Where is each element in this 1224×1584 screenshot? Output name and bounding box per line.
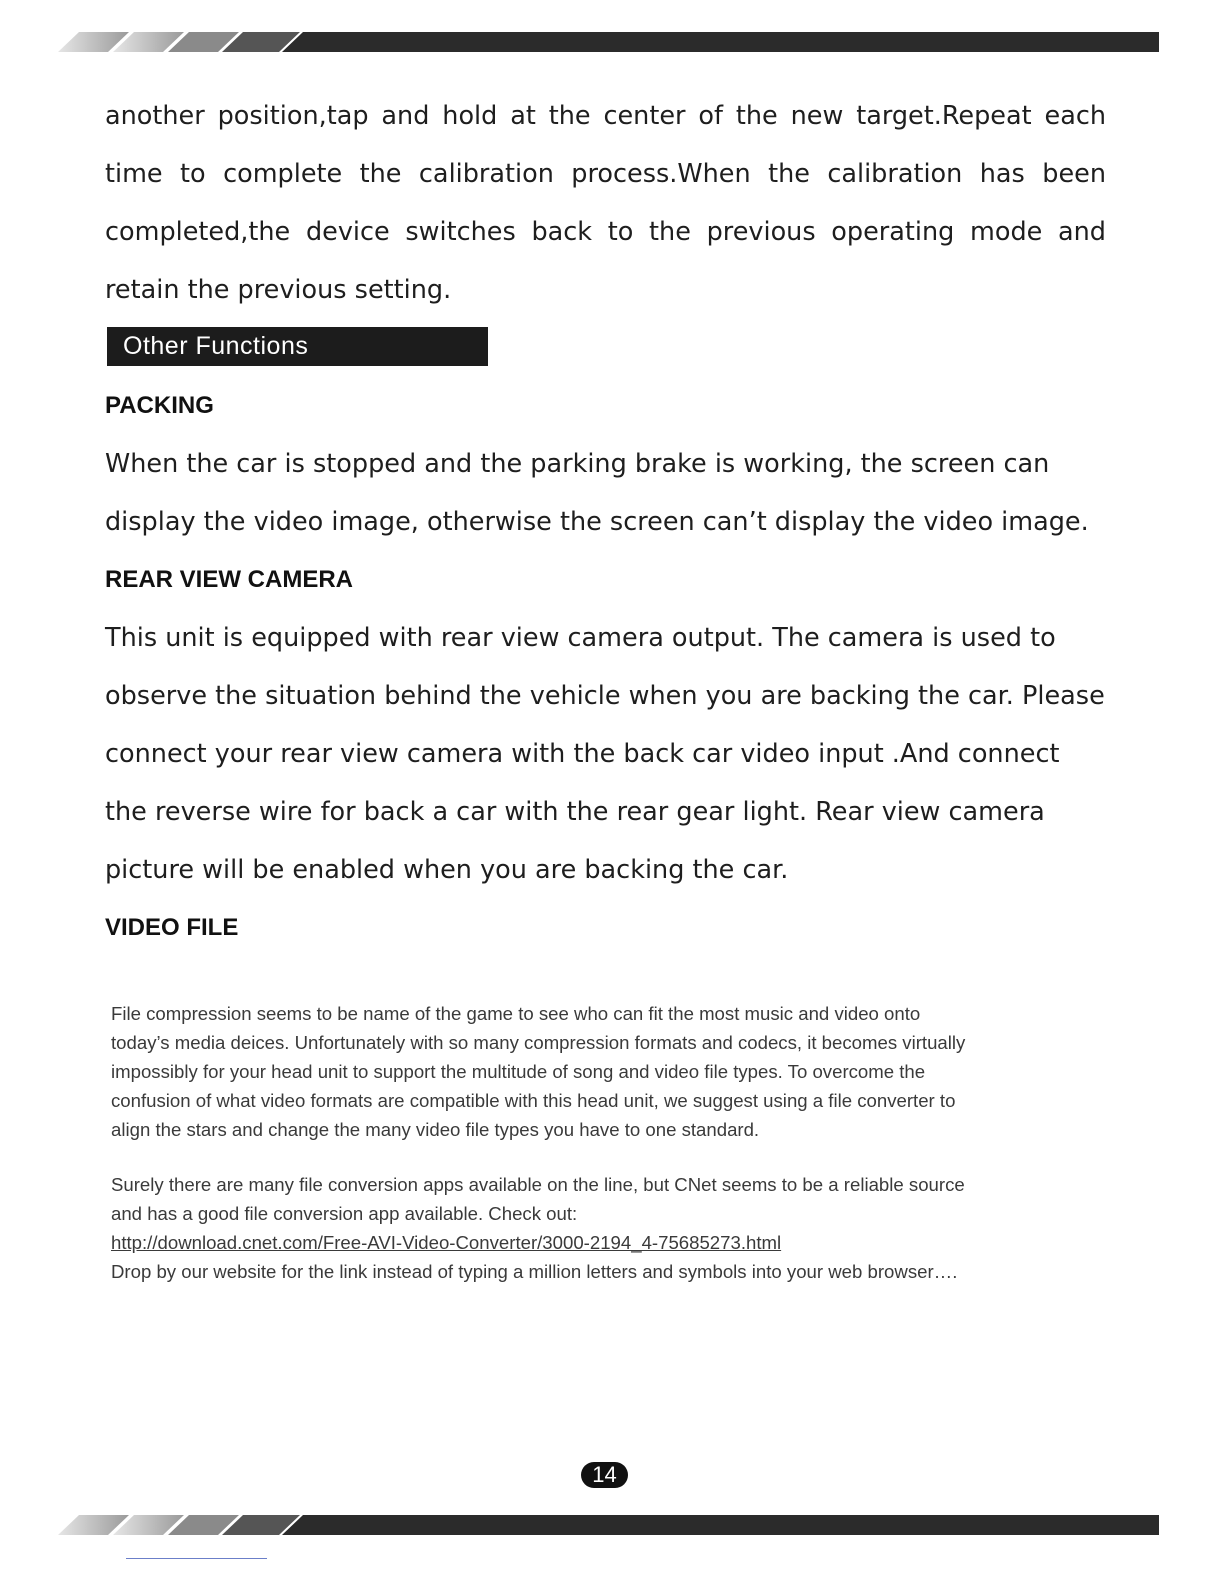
text-line: impossibly for your head unit to support the multitude of song and video file types. To overcome the <box>111 1061 926 1082</box>
footer-stripe-band <box>0 1513 1224 1537</box>
section-title-bar: Other Functions <box>107 327 488 366</box>
text-line: retain the previous setting. <box>105 275 452 305</box>
text-line: time to complete the calibration process.When the calibration has been <box>105 159 1106 189</box>
text-line: completed,the device switches back to the previous operating mode and <box>105 217 1106 247</box>
text-line: the reverse wire for back a car with the rear gear light. Rear view camera <box>105 797 1045 827</box>
text-line: When the car is stopped and the parking brake is working, the screen can <box>105 449 1050 479</box>
rear-camera-heading: REAR VIEW CAMERA <box>105 566 354 593</box>
rear-camera-paragraph <box>105 609 1106 899</box>
intro-paragraph <box>105 87 1106 319</box>
text-line: Drop by our website for the link instead of typing a million letters and symbols into your web browser…. <box>111 1261 958 1282</box>
video-file-converter-paragraph <box>111 1170 1103 1286</box>
converter-download-link[interactable]: http://download.cnet.com/Free-AVI-Video-Converter/3000-2194_4-75685273.html <box>111 1232 782 1253</box>
video-file-note-paragraph <box>111 999 1103 1144</box>
text-line: File compression seems to be name of the game to see who can fit the most music and video onto <box>111 1003 921 1024</box>
text-line: align the stars and change the many video file types you have to one standard. <box>111 1119 760 1140</box>
packing-heading: PACKING <box>105 392 214 419</box>
video-file-heading: VIDEO FILE <box>105 914 239 941</box>
text-line: another position,tap and hold at the center of the new target.Repeat each <box>105 101 1106 131</box>
text-line: today’s media deices. Unfortunately with so many compression formats and codecs, it becomes virtually <box>111 1032 966 1053</box>
header-stripe-band <box>0 30 1224 54</box>
text-line: connect your rear view camera with the back car video input .And connect <box>105 739 1060 769</box>
footer-rule <box>126 1558 267 1559</box>
page-number-badge: 14 <box>581 1462 628 1488</box>
packing-paragraph <box>105 435 1106 551</box>
text-line: This unit is equipped with rear view camera output. The camera is used to <box>105 623 1056 653</box>
text-line: confusion of what video formats are compatible with this head unit, we suggest using a file converter to <box>111 1090 956 1111</box>
text-line: Surely there are many file conversion apps available on the line, but CNet seems to be a reliable source <box>111 1174 965 1195</box>
text-line: and has a good file conversion app available. Check out: <box>111 1203 578 1224</box>
text-line: picture will be enabled when you are backing the car. <box>105 855 789 885</box>
text-line: observe the situation behind the vehicle when you are backing the car. Please <box>105 681 1105 711</box>
text-line: display the video image, otherwise the screen can’t display the video image. <box>105 507 1089 537</box>
